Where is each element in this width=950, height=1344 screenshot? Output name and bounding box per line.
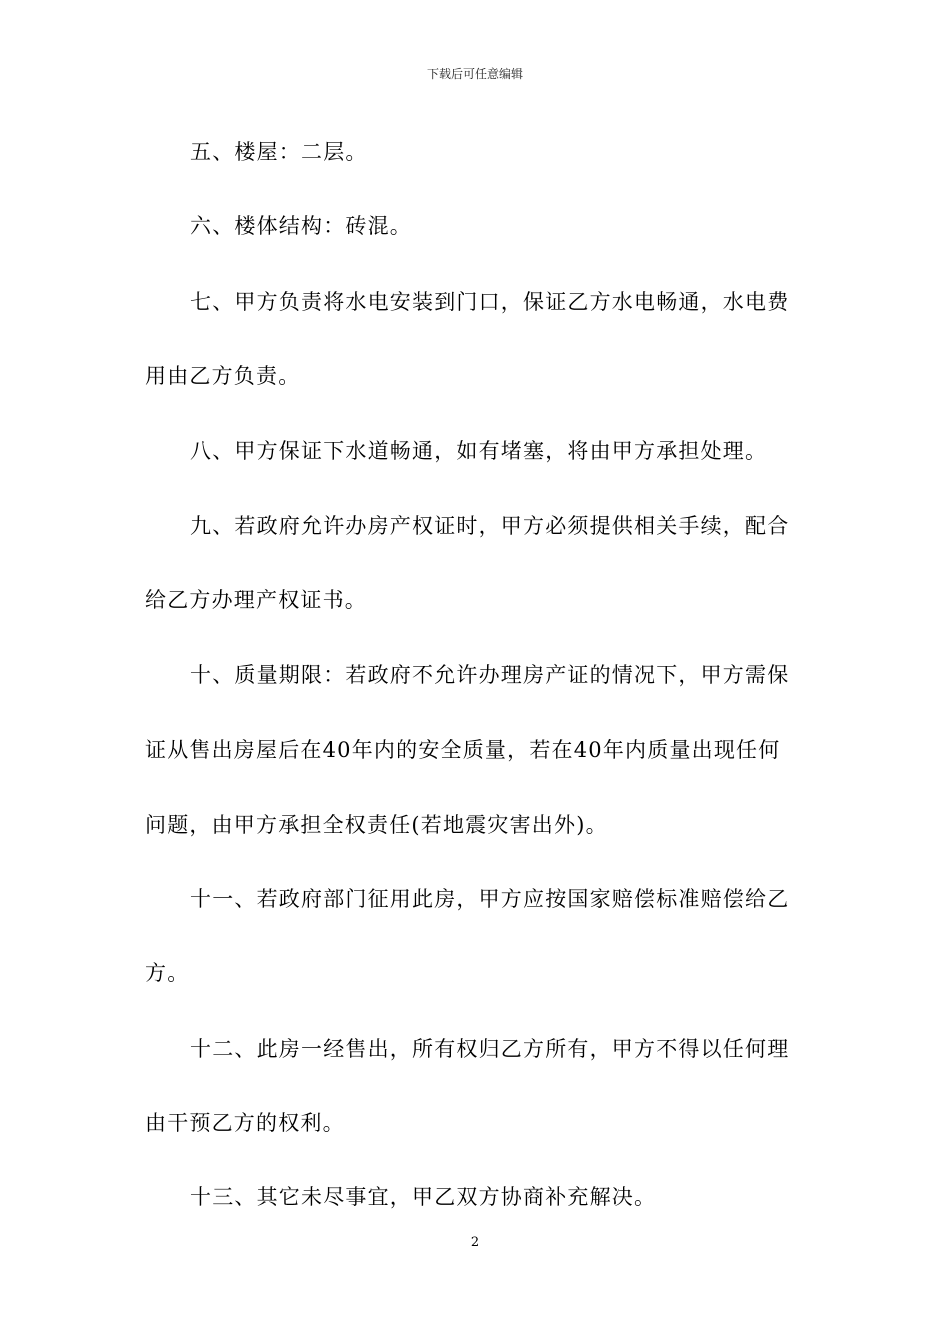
clause-11-line-2: 方。 — [145, 961, 190, 985]
clause-10-line-2: 证从售出房屋后在40年内的安全质量，若在40年内质量出现任何 — [145, 738, 781, 762]
clause-12-line-1: 十二、此房一经售出，所有权归乙方所有，甲方不得以任何理 — [190, 1037, 790, 1061]
clause-7-line-2: 用由乙方负责。 — [145, 364, 301, 388]
clause-12-line-2: 由干预乙方的权利。 — [145, 1111, 345, 1135]
clause-11-line-1: 十一、若政府部门征用此房，甲方应按国家赔偿标准赔偿给乙 — [190, 887, 790, 911]
clause-9-line-2: 给乙方办理产权证书。 — [145, 588, 367, 612]
page-number: 2 — [470, 1235, 480, 1250]
clause-10-line-1: 十、质量期限：若政府不允许办理房产证的情况下，甲方需保 — [190, 663, 790, 687]
clause-7-line-1: 七、甲方负责将水电安装到门口，保证乙方水电畅通，水电费 — [190, 290, 790, 314]
clause-9-line-1: 九、若政府允许办房产权证时，甲方必须提供相关手续，配合 — [190, 514, 790, 538]
clause-10-line-3: 问题，由甲方承担全权责任(若地震灾害出外)。 — [145, 813, 608, 837]
clause-6-line-1: 六、楼体结构：砖混。 — [190, 214, 412, 238]
clause-8-line-1: 八、甲方保证下水道畅通，如有堵塞，将由甲方承担处理。 — [190, 439, 768, 463]
clause-5-line-1: 五、楼屋：二层。 — [190, 140, 368, 164]
page-header-note: 下载后可任意编辑 — [426, 67, 523, 81]
clause-13-line-1: 十三、其它未尽事宜，甲乙双方协商补充解决。 — [190, 1185, 657, 1209]
